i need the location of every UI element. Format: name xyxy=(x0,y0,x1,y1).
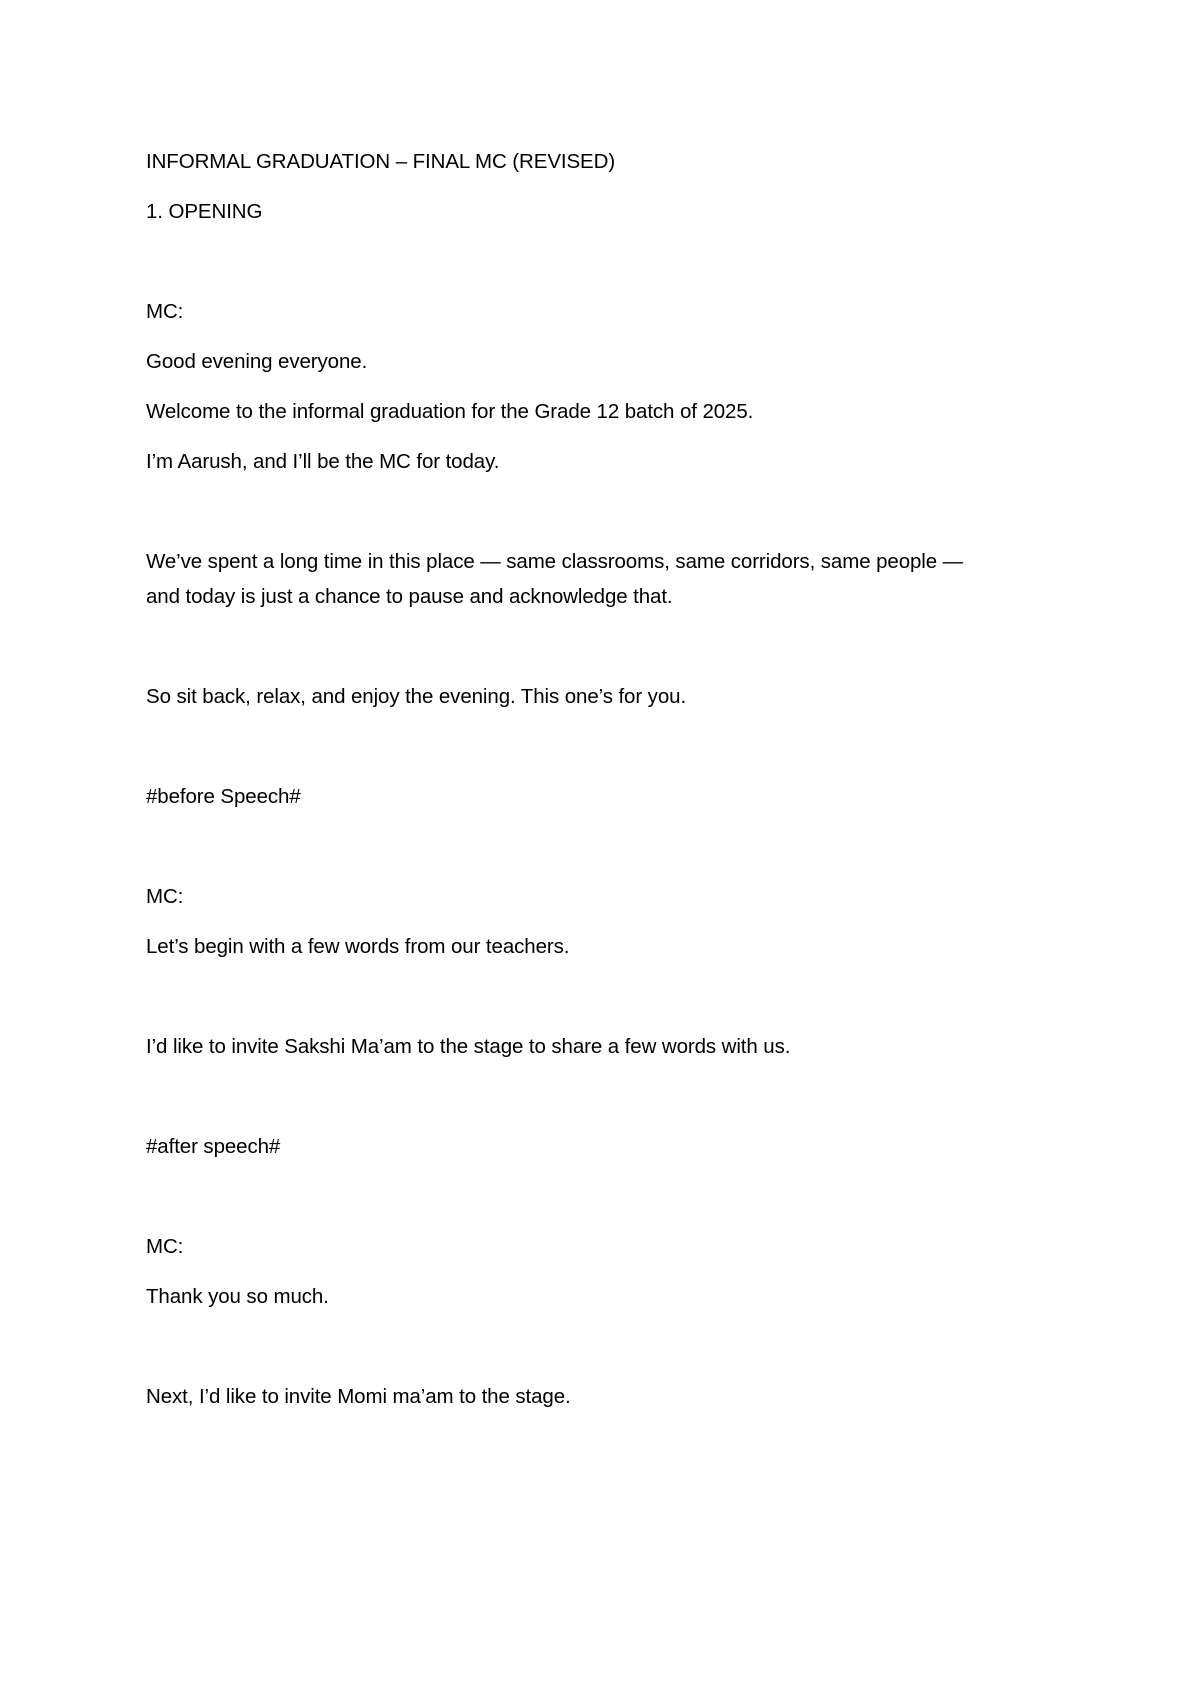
stage-direction: #before Speech# xyxy=(146,785,301,808)
paragraph: Let’s begin with a few words from our teachers. xyxy=(146,935,570,958)
speaker-label: MC: xyxy=(146,300,184,323)
paragraph: I’d like to invite Sakshi Ma’am to the stage to share a few words with us. xyxy=(146,1035,791,1058)
speaker-label: MC: xyxy=(146,885,184,908)
paragraph: and today is just a chance to pause and acknowledge that. xyxy=(146,585,673,608)
speaker-label: MC: xyxy=(146,1235,184,1258)
paragraph: Thank you so much. xyxy=(146,1285,329,1308)
section-heading: 1. OPENING xyxy=(146,200,263,223)
stage-direction: #after speech# xyxy=(146,1135,281,1158)
paragraph: Welcome to the informal graduation for the Grade 12 batch of 2025. xyxy=(146,400,754,423)
paragraph: We’ve spent a long time in this place — same classrooms, same corridors, same people — xyxy=(146,550,964,573)
paragraph: So sit back, relax, and enjoy the evening. This one’s for you. xyxy=(146,685,687,708)
document-title: INFORMAL GRADUATION – FINAL MC (REVISED) xyxy=(146,150,616,173)
paragraph: I’m Aarush, and I’ll be the MC for today. xyxy=(146,450,500,473)
paragraph: Next, I’d like to invite Momi ma’am to the stage. xyxy=(146,1385,571,1408)
paragraph: Good evening everyone. xyxy=(146,350,368,373)
